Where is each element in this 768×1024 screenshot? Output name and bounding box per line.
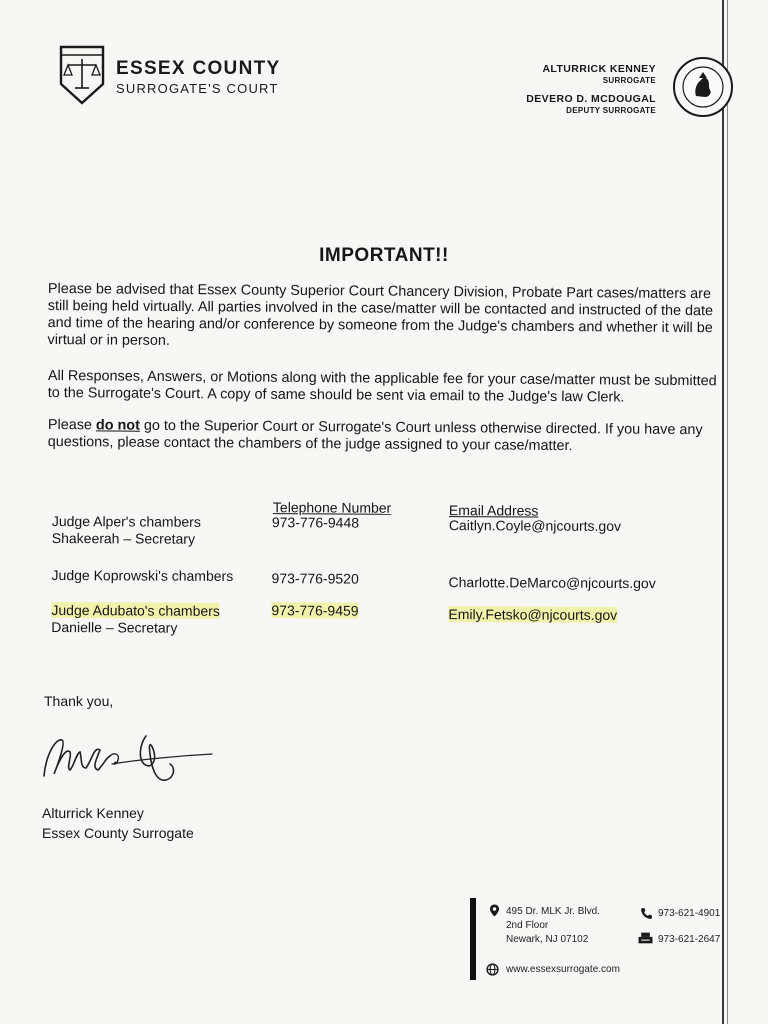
closing-thanks: Thank you,	[44, 693, 114, 709]
court-logo-scales-icon	[58, 44, 106, 106]
address-line: 2nd Floor	[506, 920, 549, 931]
phone-icon	[640, 907, 653, 920]
chambers-cell	[52, 513, 201, 548]
chambers-contact-table	[51, 496, 692, 636]
handwritten-signature	[36, 724, 216, 796]
notice-paragraph-submissions: All Responses, Answers, or Motions along with the applicable fee for your case/matter must be submitted to the Surrogate's Court. A copy of same should be sent via email to the Judge's law Clerk.	[47, 368, 717, 406]
notice-heading: IMPORTANT!!	[319, 245, 449, 266]
county-seal-icon	[672, 56, 734, 118]
chambers-name: Judge Alper's chambers	[51, 512, 201, 530]
table-row	[51, 601, 691, 636]
globe-icon	[486, 963, 499, 976]
footer-phone: 973-621-4901	[658, 908, 721, 919]
chambers-cell	[51, 602, 220, 637]
email-address: Emily.Fetsko@njcourts.gov	[448, 606, 618, 623]
signer-title: Essex County Surrogate	[42, 825, 194, 841]
chambers-name: Judge Adubato's chambers	[51, 601, 220, 619]
official-name: DEVERO D. MCDOUGAL	[526, 93, 656, 105]
official-role: SURROGATE	[602, 75, 656, 85]
secretary-name: Shakeerah – Secretary	[51, 529, 196, 547]
footer-website: www.essexsurrogate.com	[506, 964, 620, 975]
official-role: DEPUTY SURROGATE	[566, 105, 656, 115]
text-segment: Please	[47, 417, 96, 434]
column-header-phone: Telephone Number	[272, 499, 392, 516]
org-name: ESSEX COUNTY	[116, 58, 281, 79]
official-deputy-surrogate	[526, 94, 656, 115]
official-name: ALTURRICK KENNEY	[542, 63, 656, 75]
fax-icon	[638, 932, 653, 945]
footer-address	[506, 905, 600, 947]
phone-number: 973-776-9520	[271, 570, 359, 587]
scan-edge-line	[722, 0, 724, 1024]
signer-name: Alturrick Kenney	[42, 805, 144, 821]
phone-number: 973-776-9448	[271, 513, 360, 531]
notice-paragraph-virtual-hearings: Please be advised that Essex County Superior Court Chancery Division, Probate Part cases/matters are still being held virtually. All parties involved in the case/matter will be contacted and instructed of the date and time of the hearing and/or conference by someone from the Judge's chambers and whether it will be virtual or in person.	[47, 281, 714, 349]
scan-edge-line-secondary	[727, 0, 728, 1024]
column-header-email: Email Address	[448, 502, 539, 519]
official-surrogate	[542, 64, 656, 85]
footer-fax: 973-621-2647	[658, 934, 721, 945]
address-line: 495 Dr. MLK Jr. Blvd.	[506, 906, 600, 917]
email-address: Charlotte.DeMarco@njcourts.gov	[448, 574, 656, 592]
address-line: Newark, NJ 07102	[506, 934, 589, 945]
map-pin-icon	[488, 904, 501, 917]
notice-paragraph-do-not-visit	[48, 417, 724, 456]
email-address: Caitlyn.Coyle@njcourts.gov	[448, 517, 622, 534]
phone-number: 973-776-9459	[271, 602, 359, 619]
chambers-name: Judge Koprowski's chambers	[51, 566, 234, 584]
secretary-name: Danielle – Secretary	[51, 618, 178, 636]
emphasis-do-not: do not	[95, 417, 140, 434]
org-subtitle: SURROGATE'S COURT	[116, 81, 279, 96]
table-row	[51, 566, 692, 592]
footer-divider	[470, 898, 476, 980]
text-segment: go to the Superior Court or Surrogate's Court unless otherwise directed. If you have any questions, please contact the chambers of the judge assigned to your case/matter.	[47, 417, 703, 455]
